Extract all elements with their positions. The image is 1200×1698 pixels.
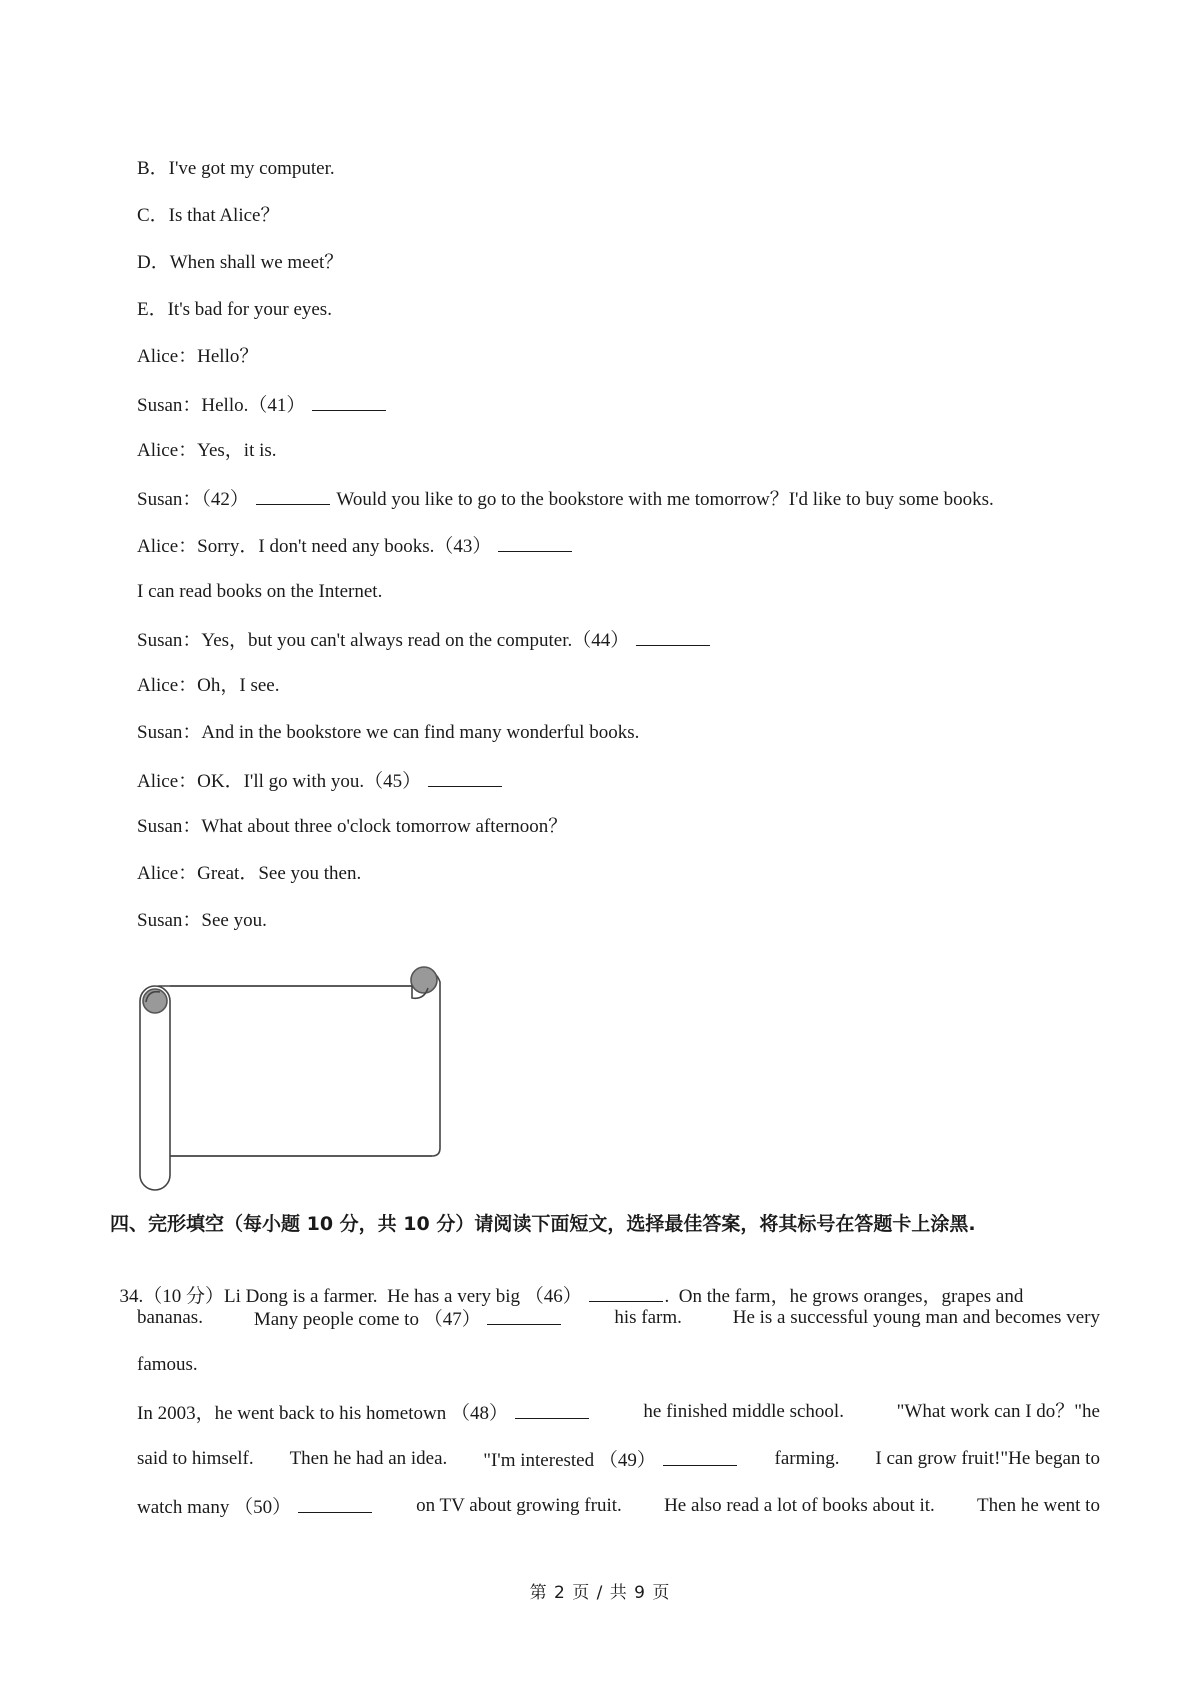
answer-blank-44[interactable] (636, 627, 710, 646)
answer-blank-49[interactable] (663, 1447, 737, 1466)
section-title: 四、完形填空（每小题 10 分，共 10 分）请阅读下面短文，选择最佳答案，将其标号在答题卡上涂黑. (110, 1213, 976, 1235)
passage-line: bananas. Many people come to （47） his farm. He is a successful young man and becomes very (137, 1307, 1100, 1330)
passage-line: famous. (137, 1354, 198, 1375)
passage-line: 34.（10 分）Li Dong is a farmer. He has a very big （46） . On the farm，he grows oranges，grapes and (110, 1259, 1023, 1309)
option-c: C．Is that Alice？ (137, 205, 280, 226)
answer-blank-41[interactable] (312, 392, 386, 411)
dialogue-line: Susan：See you. (137, 910, 267, 931)
dialogue-line: Susan：Yes，but you can't always read on the computer.（44） (137, 627, 712, 653)
answer-blank-48[interactable] (515, 1400, 589, 1419)
option-e: E．It's bad for your eyes. (137, 299, 332, 320)
scroll-illustration (132, 958, 452, 1194)
option-d: D．When shall we meet？ (137, 252, 344, 273)
dialogue-line: Alice：Hello？ (137, 346, 259, 367)
dialogue-line: I can read books on the Internet. (137, 581, 383, 602)
answer-blank-43[interactable] (498, 533, 572, 552)
dialogue-line: Susan：Hello.（41） (137, 392, 388, 418)
dialogue-line: Alice：Yes，it is. (137, 440, 277, 461)
answer-blank-42[interactable] (256, 486, 330, 505)
dialogue-line: Susan：What about three o'clock tomorrow afternoon？ (137, 816, 568, 837)
dialogue-line: Alice：OK．I'll go with you.（45） (137, 768, 504, 794)
answer-blank-45[interactable] (428, 768, 502, 787)
dialogue-line: Susan：（42） Would you like to go to the bookstore with me tomorrow？I'd like to buy some books. (137, 486, 994, 512)
dialogue-line: Alice：Oh，I see. (137, 675, 280, 696)
dialogue-line: Alice：Great．See you then. (137, 863, 362, 884)
dialogue-line: Susan：And in the bookstore we can find many wonderful books. (137, 722, 640, 743)
passage-line: In 2003，he went back to his hometown （48） he finished middle school. "What work can I do？"he (137, 1401, 1100, 1424)
answer-blank-46[interactable] (589, 1283, 663, 1302)
dialogue-line: Alice：Sorry．I don't need any books.（43） (137, 533, 574, 559)
option-b: B．I've got my computer. (137, 158, 335, 179)
passage-line: said to himself. Then he had an idea. "I'm interested （49） farming. I can grow fruit!"He began to (137, 1448, 1100, 1471)
answer-blank-50[interactable] (298, 1494, 372, 1513)
passage-line: watch many （50） on TV about growing fruit. He also read a lot of books about it. Then he went to (137, 1495, 1100, 1518)
page-number: 第 2 页 / 共 9 页 (529, 1583, 671, 1603)
answer-blank-47[interactable] (487, 1306, 561, 1325)
